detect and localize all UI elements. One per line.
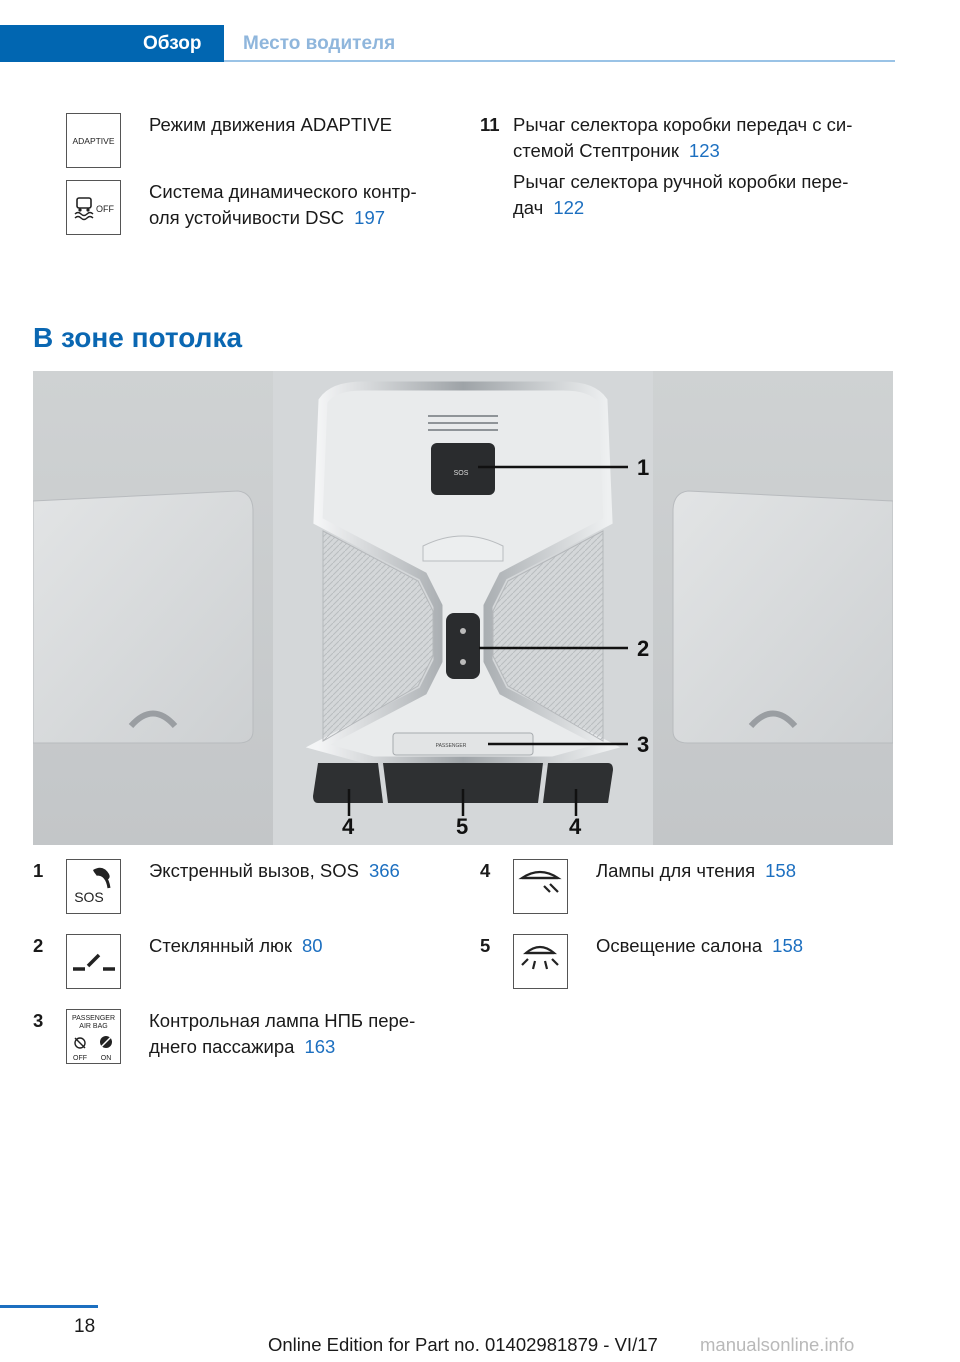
steptronic-text-line2: стемой Стептроник [513,140,679,161]
airbag-icon-off: OFF [73,1055,87,1062]
edition-text: Online Edition for Part no. 01402981879 - VI/17 [268,1334,658,1355]
manual-text-line2: дач [513,197,544,218]
airbag-icon-on: ON [100,1055,112,1062]
airbag-icon-passenger: PASSENGER [71,1015,116,1022]
selector-lever-steptronic [513,112,852,164]
legend-4-page-ref[interactable]: 158 [765,860,796,881]
callout-1: 1 [637,455,650,480]
steptronic-text-line1: Рычаг селектора коробки передач с си- [513,114,853,135]
legend-number-3: 3 [33,1010,44,1031]
sunroof-icon [66,934,121,989]
steptronic-page-ref[interactable]: 123 [688,140,720,161]
adaptive-mode-text: Режим движения ADAPTIVE [149,114,393,135]
photo-passenger-text: PASSENGER [435,743,467,749]
manual-page-ref[interactable]: 122 [553,197,585,218]
photo-sos-text: SOS [453,470,469,477]
dsc-label [149,179,417,231]
adaptive-mode-icon [66,113,121,168]
dsc-icon-text: OFF [96,204,114,214]
legend-item-3 [149,1008,415,1060]
legend-2-text: Стеклянный люк [149,935,292,956]
tab-overview[interactable]: Обзор [0,25,224,62]
legend-4-text: Лампы для чтения [596,860,756,881]
page-number: 18 [74,1316,96,1337]
dsc-off-icon [66,180,121,235]
reading-lamp-icon [513,859,568,914]
airbag-icon-airbag: AIR BAG [79,1023,108,1030]
legend-1-page-ref[interactable]: 366 [368,860,400,881]
footer-rule [0,1305,98,1308]
callout-3: 3 [637,732,650,757]
interior-light-icon [513,934,568,989]
dsc-page-ref[interactable]: 197 [354,207,386,228]
legend-1-text: Экстренный вызов, SOS [149,860,359,881]
legend-2-page-ref[interactable]: 80 [302,935,323,956]
legend-number-5: 5 [480,935,491,956]
callout-5: 5 [456,814,469,839]
legend-item-5 [596,933,803,959]
legend-5-text: Освещение салона [596,935,763,956]
ceiling-console-illustration [33,371,893,845]
tab-drivers-seat[interactable]: Место водителя [243,33,396,54]
dsc-text-line2: оля устойчивости DSC [149,207,345,228]
manual-text-line1: Рычаг селектора ручной коробки пере- [513,171,849,192]
legend-number-1: 1 [33,860,44,881]
callout-4-right: 4 [569,814,582,839]
section-title: В зоне потолка [33,322,243,353]
callout-4-left: 4 [342,814,355,839]
ceiling-console-photo [33,371,893,845]
legend-5-page-ref[interactable]: 158 [772,935,804,956]
sos-call-icon [66,859,121,914]
legend-item-4 [596,858,796,884]
legend-3-text-line1: Контрольная лампа НПБ пере- [149,1010,416,1031]
legend-item-1 [149,858,400,884]
legend-item-2 [149,933,323,959]
legend-3-text-line2: днего пассажира [149,1036,295,1057]
selector-lever-manual [513,169,848,221]
watermark-text: manualsonline.info [700,1334,855,1355]
dsc-text-line1: Система динамического контр- [149,181,417,202]
item-number-11: 11 [480,114,500,135]
page-header [0,25,895,62]
legend-3-page-ref[interactable]: 163 [304,1036,336,1057]
legend-number-2: 2 [33,935,44,956]
adaptive-mode-label [149,112,392,138]
legend-number-4: 4 [480,860,491,881]
callout-2: 2 [637,636,650,661]
sos-icon-text: SOS [74,889,104,905]
adaptive-icon-text: ADAPTIVE [72,136,115,146]
passenger-airbag-icon [66,1009,121,1064]
